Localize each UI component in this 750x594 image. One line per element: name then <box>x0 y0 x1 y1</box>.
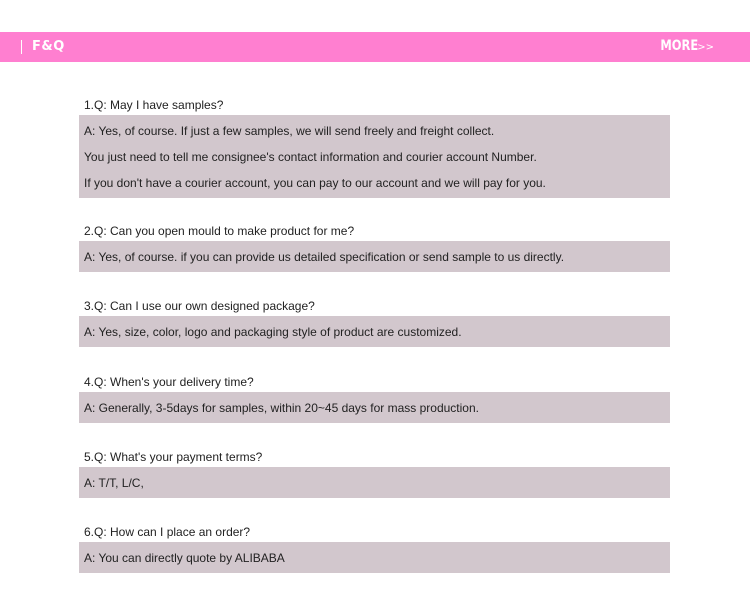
answer-1-line-1: A: Yes, of course. If just a few samples, we will send freely and freight collect. <box>84 124 495 138</box>
answer-6-box <box>79 542 670 573</box>
answer-1-line-2: You just need to tell me consignee's contact information and courier account Number. <box>84 150 537 164</box>
question-2: 2.Q: Can you open mould to make product for me? <box>84 224 355 238</box>
answer-4-box <box>79 392 670 423</box>
faq-item-2 <box>79 221 670 272</box>
faq-item-6 <box>79 522 670 573</box>
answer-6-line-1: A: You can directly quote by ALIBABA <box>84 551 285 565</box>
faq-title: F&Q <box>32 39 65 54</box>
answer-1-line-3: If you don't have a courier account, you can pay to our account and we will pay for you. <box>84 176 546 190</box>
faq-item-1 <box>79 95 670 198</box>
question-1: 1.Q: May I have samples? <box>84 98 224 112</box>
question-5: 5.Q: What's your payment terms? <box>84 450 263 464</box>
question-6: 6.Q: How can I place an order? <box>84 525 251 539</box>
faq-item-5 <box>79 447 670 498</box>
chevron-right-icon[interactable]: >> <box>697 42 714 53</box>
header-divider <box>21 40 22 54</box>
more-link[interactable]: MORE <box>660 38 698 54</box>
faq-item-4 <box>79 372 670 423</box>
faq-item-3 <box>79 296 670 347</box>
answer-2-line-1: A: Yes, of course. if you can provide us detailed specification or send sample to us directly. <box>84 250 565 264</box>
answer-2-box <box>79 241 670 272</box>
answer-5-line-1: A: T/T, L/C, <box>84 476 144 490</box>
question-3: 3.Q: Can I use our own designed package? <box>84 299 315 313</box>
answer-4-line-1: A: Generally, 3-5days for samples, within 20~45 days for mass production. <box>84 401 479 415</box>
faq-header-bar <box>0 32 750 62</box>
answer-3-box <box>79 316 670 347</box>
answer-1-box <box>79 115 670 198</box>
answer-3-line-1: A: Yes, size, color, logo and packaging style of product are customized. <box>84 325 462 339</box>
answer-5-box <box>79 467 670 498</box>
question-4: 4.Q: When's your delivery time? <box>84 375 254 389</box>
